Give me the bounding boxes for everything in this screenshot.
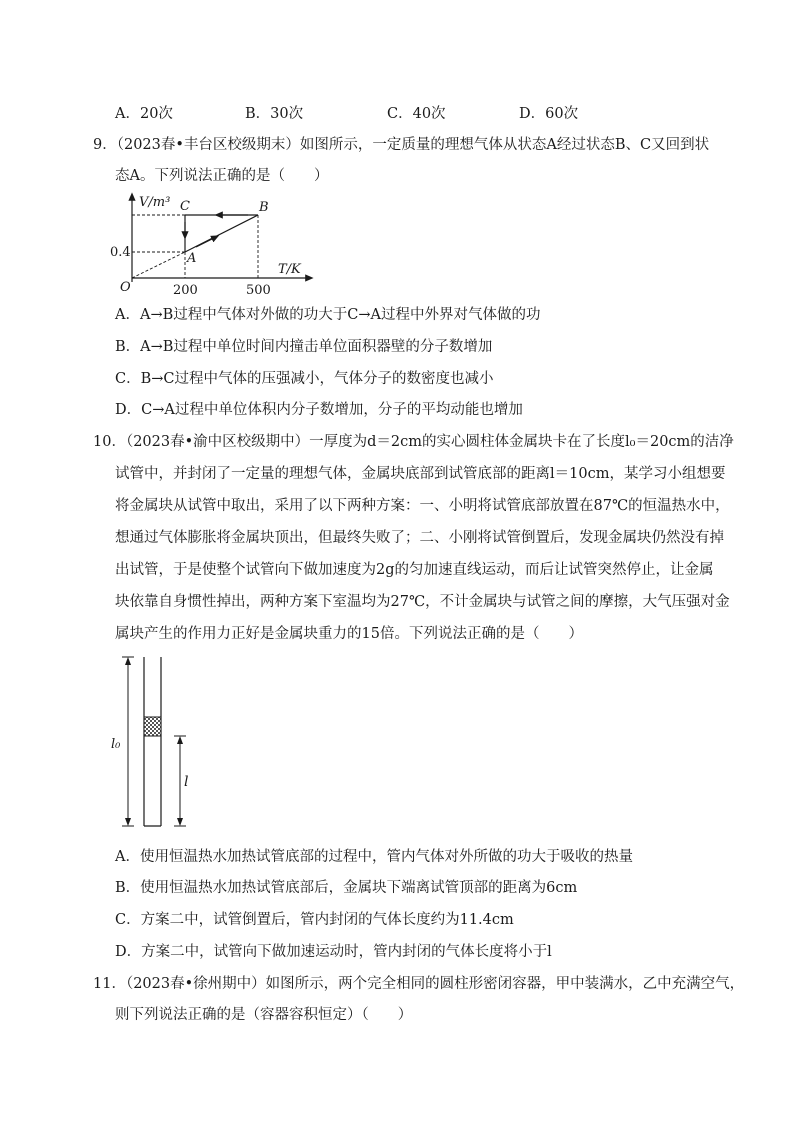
q10-stem-line6: 块依靠自身惯性掉出，两种方案下室温均为27℃，不计金属块与试管之间的摩擦，大气压强对金: [115, 594, 730, 610]
q10-stem-line1: 10．（2023春•渝中区校级期中）一厚度为d＝2cm的实心圆柱体金属块卡在了长度l₀＝20cm的洁净: [93, 434, 734, 450]
q9-option-c: C．B→C过程中气体的压强减小，气体分子的数密度也减小: [115, 371, 494, 387]
guide-origin-a: [132, 252, 185, 278]
q9-option-b: B．A→B过程中单位时间内撞击单位面积器壁的分子数增加: [115, 339, 493, 355]
q9-vt-graph: [108, 192, 318, 298]
q10-stem-line5: 出试管，于是使整个试管向下做加速度为2g的匀加速直线运动，而后让试管突然停止，让金属: [115, 562, 714, 578]
point-a-label: A: [187, 251, 197, 266]
y-tick-04: 0.4: [110, 245, 131, 260]
q9-option-a: A．A→B过程中气体对外做的功大于C→A过程中外界对气体做的功: [115, 307, 541, 323]
arrow-a-b: [196, 237, 216, 247]
l-arrow-up: [177, 736, 183, 744]
point-b-label: B: [259, 200, 269, 215]
q10-option-c: C．方案二中，试管倒置后，管内封闭的气体长度约为11.4cm: [115, 912, 514, 928]
q10-stem-line2: 试管中，并封闭了一定量的理想气体，金属块底部到试管底部的距离l＝10cm，某学习小组想要: [115, 466, 726, 482]
q8-option-b: B．30次: [245, 106, 304, 122]
l0-arrow-down: [125, 818, 131, 826]
l0-label: l₀: [111, 737, 121, 752]
q10-stem-line4: 想通过气体膨胀将金属块顶出，但最终失败了；二、小刚将试管倒置后，发现金属块仍然没有掉: [115, 530, 724, 546]
y-axis-label: V/m³: [139, 195, 171, 210]
q8-option-d: D．60次: [519, 106, 579, 122]
x-tick-200: 200: [173, 283, 198, 298]
x-tick-500: 500: [246, 283, 271, 298]
origin-label: O: [120, 280, 131, 295]
metal-block: [144, 717, 161, 736]
q9-stem-line2: 态A。下列说法正确的是（ ）: [115, 168, 329, 184]
q10-stem-line3: 将金属块从试管中取出，采用了以下两种方案：一、小明将试管底部放置在87℃的恒温热水中，: [115, 498, 730, 514]
q9-stem-line1: 9．（2023春•丰台区校级期末）如图所示，一定质量的理想气体从状态A经过状态B、C又回到状: [93, 137, 710, 153]
q10-test-tube-figure: [108, 650, 198, 835]
q11-stem-line2: 则下列说法正确的是（容器容积恒定）（ ）: [115, 1007, 413, 1023]
l-arrow-down: [177, 818, 183, 826]
q8-option-c: C．40次: [387, 106, 446, 122]
l-label: l: [184, 774, 189, 790]
q10-stem-line7: 属块产生的作用力正好是金属块重力的15倍。下列说法正确的是（ ）: [115, 626, 583, 642]
l0-arrow-up: [125, 657, 131, 665]
q11-stem-line1: 11．（2023春•徐州期中）如图所示，两个完全相同的圆柱形密闭容器，甲中装满水，乙中充满空气，: [93, 976, 745, 992]
q9-option-d: D．C→A过程中单位体积内分子数增加，分子的平均动能也增加: [115, 402, 523, 418]
q10-option-a: A．使用恒温热水加热试管底部的过程中，管内气体对外所做的功大于吸收的热量: [115, 849, 633, 865]
q8-option-a: A．20次: [115, 106, 173, 122]
q10-option-d: D．方案二中，试管向下做加速运动时，管内封闭的气体长度将小于l: [115, 944, 552, 960]
point-c-label: C: [180, 199, 190, 214]
x-axis-label: T/K: [278, 262, 301, 277]
q10-option-b: B．使用恒温热水加热试管底部后，金属块下端离试管顶部的距离为6cm: [115, 880, 578, 896]
